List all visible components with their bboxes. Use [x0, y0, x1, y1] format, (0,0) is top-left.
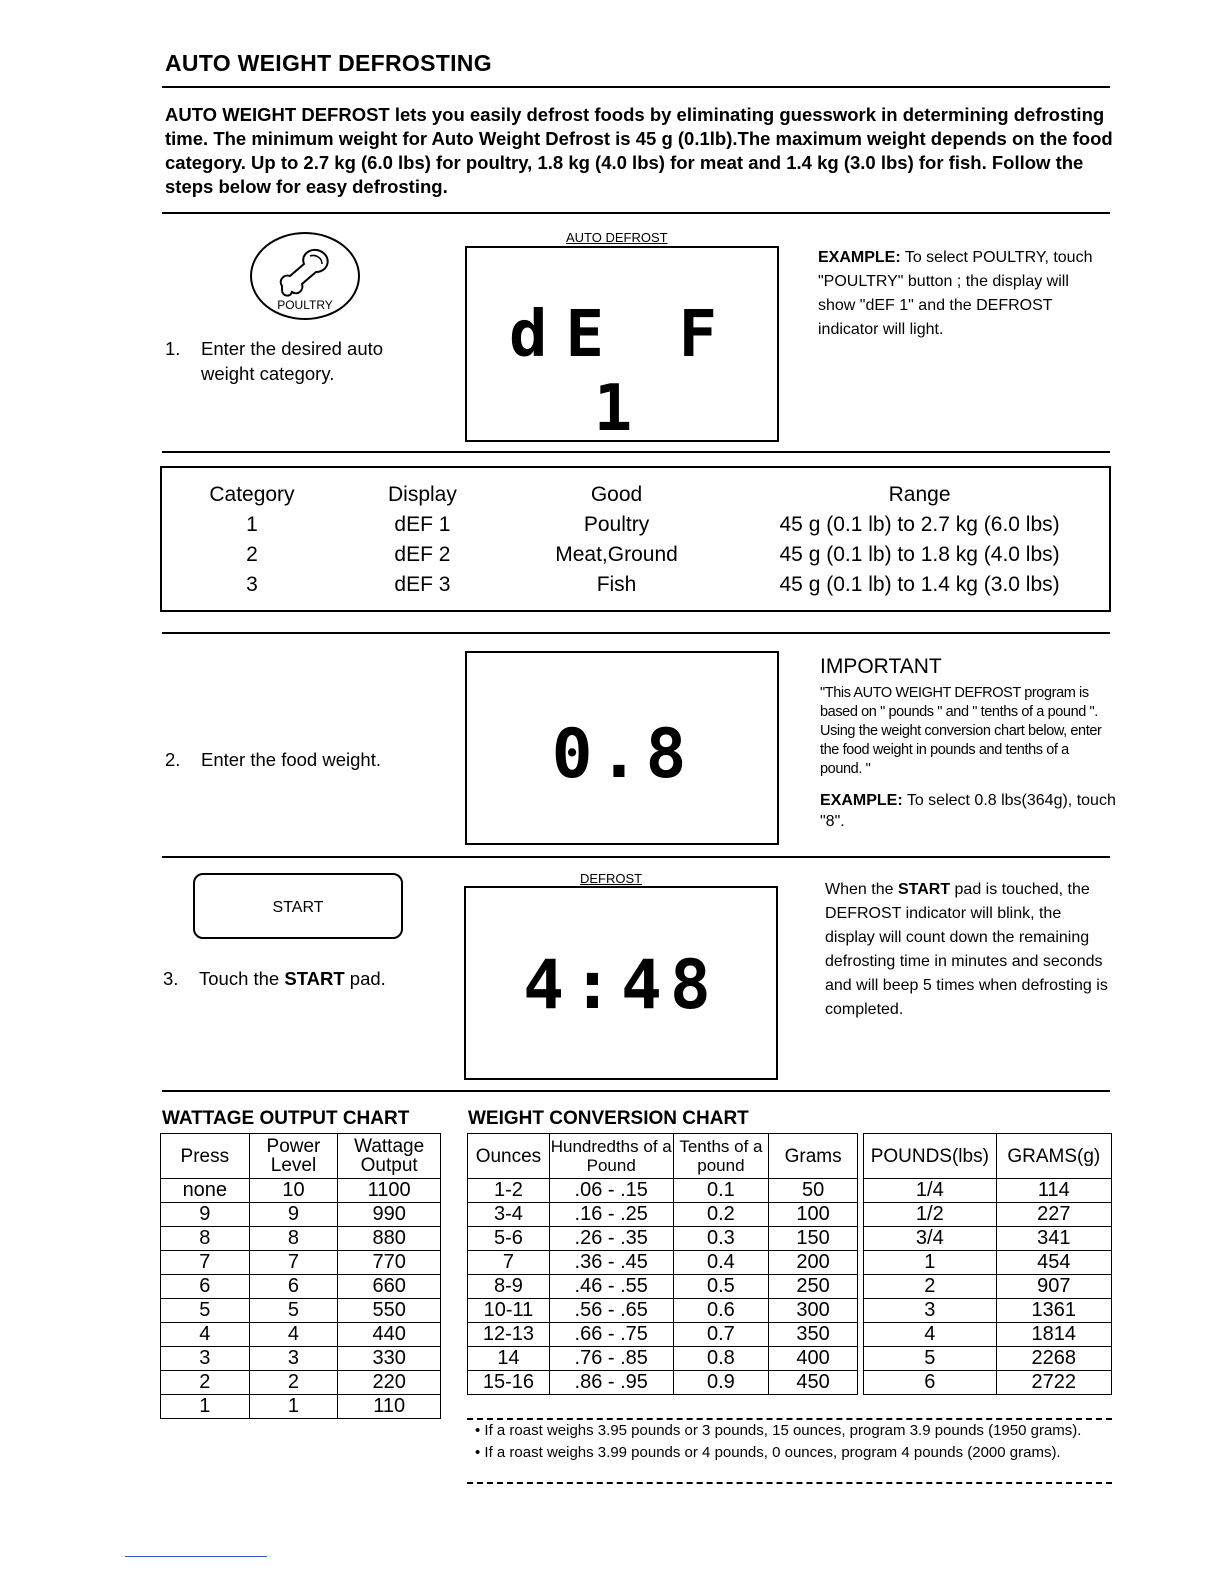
pounds-cell: 2722 — [996, 1371, 1111, 1395]
pounds-cell: 114 — [996, 1179, 1111, 1203]
step3-description — [825, 878, 1115, 1022]
table-row — [468, 1251, 858, 1275]
display-step3 — [464, 886, 778, 1080]
weight-cell: 450 — [769, 1371, 858, 1395]
weight-cell: .66 - .75 — [549, 1323, 673, 1347]
category-cell: dEF 1 — [394, 513, 451, 536]
weight-header-cell: Ounces — [468, 1134, 550, 1179]
category-table — [162, 480, 1109, 600]
wattage-header-row — [161, 1134, 441, 1179]
wattage-cell: 3 — [161, 1347, 250, 1371]
category-table-header — [162, 480, 1109, 510]
weight-cell: 15-16 — [468, 1371, 550, 1395]
table-row — [864, 1179, 1112, 1203]
pounds-cell: 1/4 — [864, 1179, 997, 1203]
pounds-cell: 907 — [996, 1275, 1111, 1299]
defrost-indicator-label: DEFROST — [580, 871, 643, 886]
weight-cell: 14 — [468, 1347, 550, 1371]
step1-example-label: EXAMPLE: — [818, 249, 901, 266]
table-row — [864, 1227, 1112, 1251]
display-step2 — [465, 651, 779, 845]
category-row — [162, 570, 1109, 600]
weight-cell: 1-2 — [468, 1179, 550, 1203]
step3-instruction — [199, 966, 386, 991]
start-button-label: START — [272, 899, 324, 916]
pounds-cell: 3/4 — [864, 1227, 997, 1251]
weight-cell: 5-6 — [468, 1227, 550, 1251]
step2-example-text: To select 0.8 lbs(364g), touch "8". — [820, 792, 1116, 830]
table-row — [161, 1275, 441, 1299]
important-title: IMPORTANT — [820, 655, 942, 678]
wattage-header-cell: Wattage Output — [338, 1134, 441, 1179]
weight-cell: .86 - .95 — [549, 1371, 673, 1395]
wattage-cell: 1 — [161, 1395, 250, 1419]
weight-cell: .76 - .85 — [549, 1347, 673, 1371]
wattage-cell: 770 — [338, 1251, 441, 1275]
wattage-cell: 880 — [338, 1227, 441, 1251]
weight-cell: 400 — [769, 1347, 858, 1371]
table-row — [161, 1179, 441, 1203]
weight-cell: 0.4 — [673, 1251, 769, 1275]
category-cell: 3 — [246, 573, 258, 596]
wattage-cell: 5 — [249, 1299, 338, 1323]
table-row — [468, 1275, 858, 1299]
wattage-cell: 8 — [249, 1227, 338, 1251]
weight-cell: 250 — [769, 1275, 858, 1299]
wattage-cell: 990 — [338, 1203, 441, 1227]
table-row — [161, 1395, 441, 1419]
poultry-button[interactable] — [250, 232, 360, 320]
wattage-cell: 9 — [161, 1203, 250, 1227]
divider — [162, 86, 1110, 88]
pounds-cell: 1 — [864, 1251, 997, 1275]
pounds-cell: 454 — [996, 1251, 1111, 1275]
step3-instruction-bold: START — [284, 968, 345, 989]
category-cell: Poultry — [583, 513, 650, 536]
page-title: AUTO WEIGHT DEFROSTING — [165, 50, 492, 76]
category-cell: Fish — [596, 573, 637, 596]
weight-cell: 150 — [769, 1227, 858, 1251]
wattage-cell: 2 — [249, 1371, 338, 1395]
weight-cell: .36 - .45 — [549, 1251, 673, 1275]
wattage-cell: 8 — [161, 1227, 250, 1251]
pounds-cell: 4 — [864, 1323, 997, 1347]
pounds-cell: 1361 — [996, 1299, 1111, 1323]
wattage-cell: 4 — [161, 1323, 250, 1347]
wattage-cell: 2 — [161, 1371, 250, 1395]
table-row — [468, 1203, 858, 1227]
table-row — [864, 1203, 1112, 1227]
pounds-cell: 5 — [864, 1347, 997, 1371]
table-row — [468, 1371, 858, 1395]
category-cell: 2 — [246, 543, 258, 566]
category-header-cell: Category — [209, 483, 295, 506]
step1-instruction: Enter the desired auto weight category. — [201, 338, 384, 384]
table-row — [161, 1203, 441, 1227]
weight-cell: 0.7 — [673, 1323, 769, 1347]
wattage-cell: 6 — [161, 1275, 250, 1299]
wattage-cell: 4 — [249, 1323, 338, 1347]
auto-defrost-indicator-label: AUTO DEFROST — [566, 230, 668, 245]
table-row — [161, 1251, 441, 1275]
wattage-cell: 330 — [338, 1347, 441, 1371]
note-text-2: If a roast weighs 3.99 pounds or 4 pounds, 0 ounces, program 4 pounds (2000 grams). — [484, 1444, 1061, 1461]
pounds-header-cell: POUNDS(lbs) — [864, 1134, 997, 1179]
step2-instruction: Enter the food weight. — [201, 749, 381, 770]
table-row — [468, 1347, 858, 1371]
weight-cell: 3-4 — [468, 1203, 550, 1227]
display-step2-value: 0.8 — [551, 715, 693, 794]
step3-instruction-text: Touch the — [199, 968, 285, 989]
step2-number: 2. — [165, 749, 181, 770]
table-row — [864, 1275, 1112, 1299]
weight-cell: 200 — [769, 1251, 858, 1275]
weight-cell: 0.1 — [673, 1179, 769, 1203]
weight-cell: 0.3 — [673, 1227, 769, 1251]
category-header-cell: Range — [888, 483, 951, 506]
category-cell: 45 g (0.1 lb) to 1.4 kg (3.0 lbs) — [779, 573, 1060, 596]
weight-header-cell: Hundredths of a Pound — [549, 1134, 673, 1179]
weight-cell: .06 - .15 — [549, 1179, 673, 1203]
weight-cell: 0.5 — [673, 1275, 769, 1299]
display-step3-value: 4:48 — [523, 946, 719, 1025]
pounds-grams-table — [863, 1133, 1112, 1395]
weight-cell: 0.6 — [673, 1299, 769, 1323]
weight-cell: 300 — [769, 1299, 858, 1323]
wattage-cell: 660 — [338, 1275, 441, 1299]
footer-line — [125, 1556, 267, 1557]
display-step1-value: dE F 1 — [508, 298, 736, 446]
weight-cell: 0.2 — [673, 1203, 769, 1227]
step3-instruction-end: pad. — [344, 968, 386, 989]
step3-number: 3. — [163, 968, 179, 989]
divider — [162, 451, 1110, 453]
divider — [162, 632, 1110, 634]
weight-cell: .56 - .65 — [549, 1299, 673, 1323]
category-table-box — [160, 466, 1111, 612]
table-row — [161, 1371, 441, 1395]
divider — [162, 212, 1110, 214]
weight-cell: 7 — [468, 1251, 550, 1275]
wattage-cell: 110 — [338, 1395, 441, 1419]
weight-chart-title: WEIGHT CONVERSION CHART — [468, 1108, 749, 1129]
category-cell: 1 — [246, 513, 258, 536]
pounds-header-cell: GRAMS(g) — [996, 1134, 1111, 1179]
table-row — [161, 1227, 441, 1251]
display-step1 — [465, 246, 779, 446]
weight-cell: 100 — [769, 1203, 858, 1227]
table-row — [468, 1179, 858, 1203]
category-header-cell: Good — [590, 483, 643, 506]
weight-cell: 50 — [769, 1179, 858, 1203]
wattage-cell: 550 — [338, 1299, 441, 1323]
step2-example — [820, 790, 1120, 832]
weight-cell: 0.8 — [673, 1347, 769, 1371]
wattage-output-table — [160, 1133, 441, 1419]
weight-cell: .46 - .55 — [549, 1275, 673, 1299]
table-row — [864, 1299, 1112, 1323]
divider — [162, 856, 1110, 858]
poultry-button-label: POULTRY — [277, 298, 333, 312]
step1-number: 1. — [165, 338, 181, 359]
table-row — [864, 1251, 1112, 1275]
pounds-cell: 341 — [996, 1227, 1111, 1251]
pounds-cell: 6 — [864, 1371, 997, 1395]
category-row — [162, 510, 1109, 540]
pounds-cell: 1814 — [996, 1323, 1111, 1347]
pounds-cell: 2 — [864, 1275, 997, 1299]
step3-description-text: When the — [825, 881, 898, 898]
roast-notes — [467, 1418, 1112, 1484]
category-row — [162, 540, 1109, 570]
wattage-cell: 10 — [249, 1179, 338, 1203]
weight-conversion-table — [467, 1133, 858, 1395]
step3-description-bold: START — [897, 881, 951, 898]
pounds-cell: 1/2 — [864, 1203, 997, 1227]
weight-cell: 12-13 — [468, 1323, 550, 1347]
table-row — [468, 1323, 858, 1347]
table-row — [864, 1371, 1112, 1395]
table-row — [161, 1347, 441, 1371]
wattage-cell: 1100 — [338, 1179, 441, 1203]
wattage-cell: 5 — [161, 1299, 250, 1323]
wattage-cell: 1 — [249, 1395, 338, 1419]
table-row — [864, 1323, 1112, 1347]
weight-cell: 0.9 — [673, 1371, 769, 1395]
pounds-cell: 3 — [864, 1299, 997, 1323]
wattage-cell: 6 — [249, 1275, 338, 1299]
wattage-header-cell: Power Level — [249, 1134, 338, 1179]
pounds-cell: 2268 — [996, 1347, 1111, 1371]
wattage-cell: 3 — [249, 1347, 338, 1371]
weight-header-row — [468, 1134, 858, 1179]
weight-cell: .26 - .35 — [549, 1227, 673, 1251]
step1-example — [818, 246, 1108, 342]
table-row — [161, 1299, 441, 1323]
wattage-header-cell: Press — [161, 1134, 250, 1179]
step1-example-text: To select POULTRY, touch "POULTRY" button ; the display will show "dEF 1" and the DEFROST indicator will light. — [818, 249, 1093, 338]
category-cell: dEF 3 — [394, 573, 451, 596]
note-item: • If a roast weighs 3.99 pounds or 4 pounds, 0 ounces, program 4 pounds (2000 grams). — [475, 1444, 1061, 1461]
table-row — [468, 1299, 858, 1323]
category-header-cell: Display — [387, 483, 457, 506]
divider — [162, 1090, 1110, 1092]
step2-example-label: EXAMPLE: — [820, 792, 903, 809]
weight-cell: 10-11 — [468, 1299, 550, 1323]
weight-cell: 350 — [769, 1323, 858, 1347]
category-cell: dEF 2 — [394, 543, 451, 566]
table-row — [161, 1323, 441, 1347]
table-row — [468, 1227, 858, 1251]
important-text: "This AUTO WEIGHT DEFROST program is based on " pounds " and " tenths of a pound ". Using the weight conversion chart below, enter the food weight in pounds and tenths of a pound. " — [820, 685, 1102, 777]
pounds-header-row — [864, 1134, 1112, 1179]
pounds-cell: 227 — [996, 1203, 1111, 1227]
category-cell: Meat,Ground — [555, 543, 678, 566]
weight-cell: 8-9 — [468, 1275, 550, 1299]
wattage-cell: 220 — [338, 1371, 441, 1395]
wattage-chart-title: WATTAGE OUTPUT CHART — [162, 1108, 410, 1129]
start-button[interactable] — [193, 873, 403, 939]
intro-paragraph: AUTO WEIGHT DEFROST lets you easily defrost foods by eliminating guesswork in determining defrosting time. The minimum weight for Auto Weight Defrost is 45 g (0.1lb).The maximum weight depends on the food category. Up to 2.7 kg (6.0 lbs) for poultry, 1.8 kg (4.0 lbs) for meat and 1.4 kg (3.0 lbs) for fish. Follow the steps below for easy defrosting. — [165, 104, 1113, 197]
step3-description-end: pad is touched, the DEFROST indicator will blink, the display will count down the remaining defrosting time in minutes and seconds and will beep 5 times when defrosting is completed. — [825, 881, 1108, 1018]
wattage-cell: 9 — [249, 1203, 338, 1227]
wattage-cell: 440 — [338, 1323, 441, 1347]
weight-header-cell: Tenths of a pound — [673, 1134, 769, 1179]
category-cell: 45 g (0.1 lb) to 2.7 kg (6.0 lbs) — [779, 513, 1060, 536]
note-item: • If a roast weighs 3.95 pounds or 3 pounds, 15 ounces, program 3.9 pounds (1950 grams). — [475, 1422, 1082, 1439]
category-cell: 45 g (0.1 lb) to 1.8 kg (4.0 lbs) — [779, 543, 1060, 566]
weight-cell: .16 - .25 — [549, 1203, 673, 1227]
note-text-1: If a roast weighs 3.95 pounds or 3 pounds, 15 ounces, program 3.9 pounds (1950 grams). — [484, 1422, 1082, 1439]
wattage-cell: 7 — [161, 1251, 250, 1275]
wattage-cell: 7 — [249, 1251, 338, 1275]
weight-header-cell: Grams — [769, 1134, 858, 1179]
table-row — [864, 1347, 1112, 1371]
wattage-cell: none — [161, 1179, 250, 1203]
